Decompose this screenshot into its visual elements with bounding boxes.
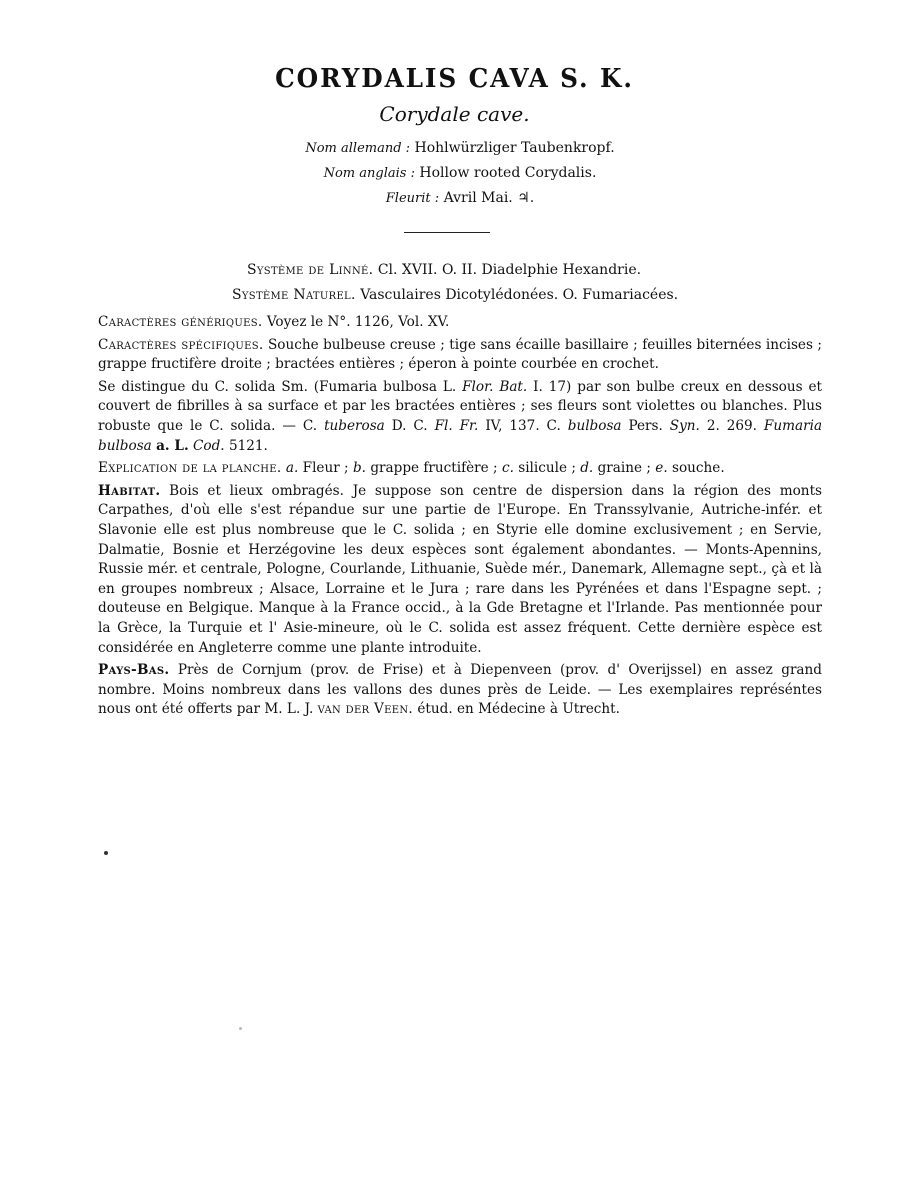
german-name-label: Nom allemand : <box>305 141 411 156</box>
common-names-block <box>250 136 670 211</box>
distinction-paragraph <box>98 378 822 456</box>
distinction-text-3: I. 17) par son bulbe creux en dessous et couvert de fibrilles à sa surface et par les bractées entières ; ses fleurs sont violettes ou blanches. Plus robuste que le C. solida. — C. <box>98 378 823 434</box>
distinction-text-15: 5121. <box>228 437 268 454</box>
english-name-row <box>250 161 670 186</box>
print-speck <box>239 1027 242 1030</box>
specific-characters-text: Souche bulbeuse creuse ; tige sans écaille basillaire ; feuilles biternées incises ; grappe fructifère droite ; bractées entières ; éperon à pointe courbée en crochet. <box>98 336 822 373</box>
plate-key-a: a. <box>285 460 299 477</box>
french-name: Corydale cave. <box>379 102 530 126</box>
plate-key-b-text: grappe fructifère ; <box>370 460 498 477</box>
habitat-paragraph <box>98 482 822 658</box>
distinction-text-7: IV, 137. C. <box>485 417 561 434</box>
distinction-syn: Syn. <box>669 417 700 434</box>
title-divider <box>404 232 490 233</box>
specific-characters-paragraph <box>98 336 822 375</box>
description-body <box>98 313 822 723</box>
distinction-ref-flor-bat: Flor. Bat. <box>462 378 528 395</box>
plate-key-d-text: graine ; <box>597 460 651 477</box>
plate-key-e-text: souche. <box>671 460 725 477</box>
netherlands-text-end: étud. en Médecine à Utrecht. <box>417 701 620 718</box>
plate-explanation-label: Explication de la planche. <box>98 460 282 477</box>
english-name-label: Nom anglais : <box>323 166 415 181</box>
distinction-text-13: a. L. <box>156 437 189 454</box>
habitat-label: Habitat. <box>98 482 161 499</box>
netherlands-paragraph <box>98 661 822 720</box>
english-name-value: Hollow rooted Corydalis. <box>419 165 597 181</box>
linnean-system-value: Cl. XVII. O. II. Diadelphie Hexandrie. <box>377 262 642 278</box>
flowering-label: Fleurit : <box>385 191 440 206</box>
german-name-value: Hohlwürzliger Taubenkropf. <box>414 140 615 156</box>
plate-explanation-paragraph <box>98 459 822 479</box>
distinction-tuberosa: tuberosa <box>324 417 385 434</box>
natural-system-label: Système Naturel. <box>232 287 356 303</box>
linnean-system-line <box>247 262 641 278</box>
linnean-system-label: Système de Linné. <box>247 262 374 278</box>
plate-key-b: b. <box>352 460 366 477</box>
flowering-row <box>250 186 670 211</box>
plate-key-d: d. <box>580 460 594 477</box>
plate-key-c: c. <box>501 460 514 477</box>
plate-key-c-text: silicule ; <box>518 460 576 477</box>
distinction-fl-fr: Fl. Fr. <box>434 417 479 434</box>
plate-key-a-text: Fleur ; <box>302 460 349 477</box>
donor-name: van der Veen. <box>317 701 414 718</box>
netherlands-label: Pays-Bas. <box>98 662 170 679</box>
flowering-value: Avril Mai. ♃. <box>443 190 535 206</box>
generic-characters-paragraph <box>98 313 822 333</box>
natural-system-value: Vasculaires Dicotylédonées. O. Fumariacées. <box>360 287 679 303</box>
species-title: CORYDALIS CAVA S. K. <box>275 64 634 94</box>
specific-characters-label: Caractères spécifiques. <box>98 336 264 353</box>
german-name-row <box>250 136 670 161</box>
distinction-pers: Pers. <box>628 417 663 434</box>
natural-system-line <box>232 287 678 303</box>
distinction-text-11: 2. 269. <box>706 417 757 434</box>
distinction-cod: Cod. <box>193 437 225 454</box>
generic-characters-text: Voyez le N°. 1126, Vol. XV. <box>266 314 450 330</box>
print-speck <box>104 851 108 855</box>
distinction-dc: D. C. <box>391 417 428 434</box>
distinction-bulbosa: bulbosa <box>567 417 622 434</box>
distinction-fumaria-bulbosa: Fumaria bulbosa <box>98 417 823 454</box>
generic-characters-label: Caractères génériques. <box>98 314 263 330</box>
habitat-text: Bois et lieux ombragés. Je suppose son centre de dispersion dans la région des monts Carpathes, d'où elle s'est répandue sur une partie de l'Europe. En Transsylvanie, Autriche-infér. et Slavonie elle est plus nombreuse que le C. solida ; en Styrie elle domine exclusivement ; en Servie, Dalmatie, Bosnie et Herzégovine les deux espèces sont également abondantes. — Monts-Apennins, Russie mér. et centrale, Pologne, Courlande, Lithuanie, Suède mér., Danemark, Allemagne sept., çà et là en groupes nombreux ; Alsace, Lorraine et le Jura ; rare dans les Pyrénées et dans l'Espagne sept. ; douteuse en Belgique. Manque à la France occid., à la Gde Bretagne et l'Irlande. Pas mentionnée pour la Grèce, la Turquie et l' Asie-mineure, où le C. solida est assez fréquent. Cette dernière espèce est considérée en Angleterre comme une plante introduite. <box>98 482 823 656</box>
plate-key-e: e. <box>655 460 668 477</box>
distinction-text-1: Se distingue du C. solida Sm. (Fumaria bulbosa L. <box>98 378 457 395</box>
netherlands-text: Près de Cornjum (prov. de Frise) et à Diepenveen (prov. d' Overijssel) en assez grand nombre. Moins nombreux dans les vallons des dunes près de Leide. — Les exemplaires représéntes nous ont été offerts par M. L. J. <box>98 662 822 718</box>
